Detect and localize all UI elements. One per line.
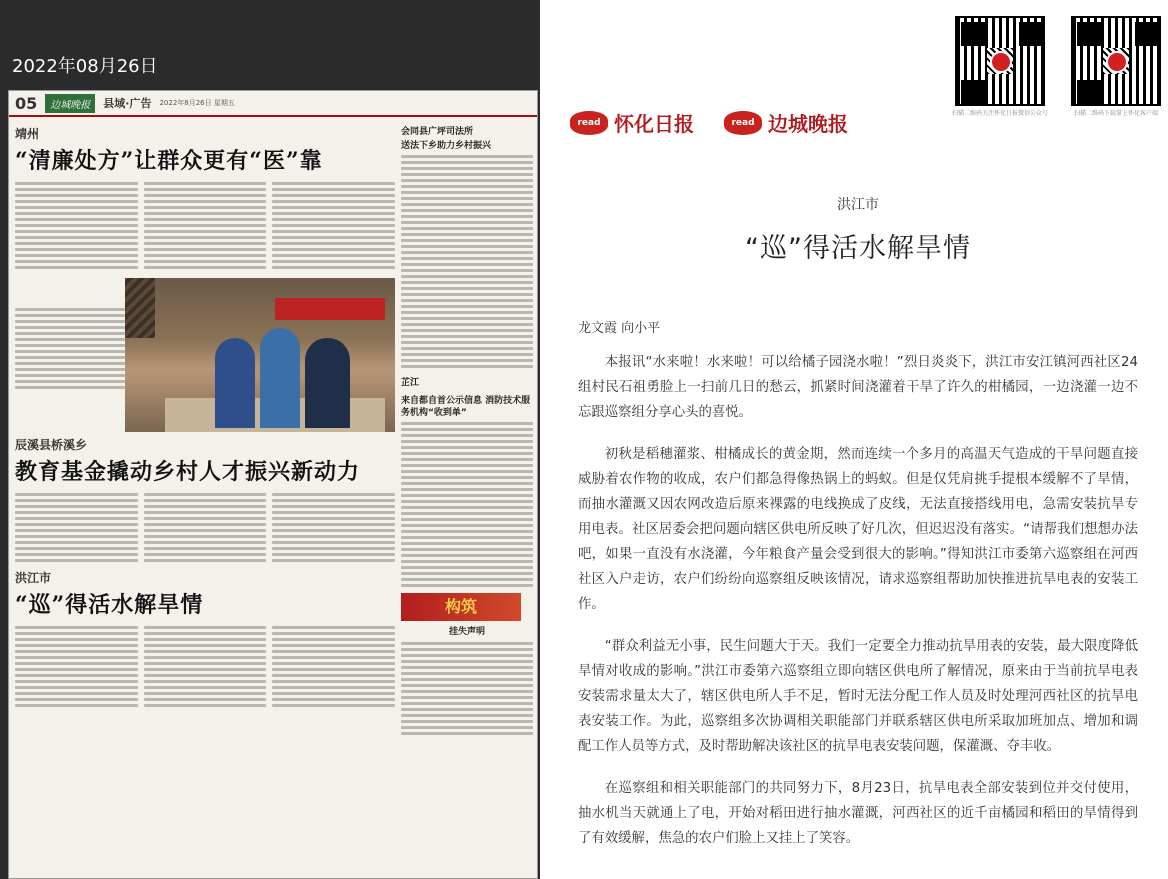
side-headline[interactable]: 送法下乡助力乡村振兴: [401, 140, 492, 151]
qr-caption: 扫描二维码下载掌上怀化客户端: [1073, 110, 1158, 117]
article-byline: 龙文霞 向小平: [578, 321, 661, 336]
story-kicker: 靖州: [15, 127, 40, 141]
read-icon: read: [724, 111, 762, 135]
biancheng-evening-name: 边城晚报: [768, 112, 848, 136]
story-headline[interactable]: “巡”得活水解旱情: [15, 592, 204, 618]
story-body: [15, 623, 395, 710]
newspaper-page[interactable]: [8, 90, 538, 879]
side-kicker: 芷江: [401, 378, 420, 389]
page-meta: 2022年8月26日 星期五: [159, 99, 235, 107]
story-photo: [15, 278, 395, 432]
side-kicker: 会同县广坪司法所: [401, 127, 474, 137]
issue-date: 2022年08月26日: [12, 56, 158, 77]
ad-banner[interactable]: 构筑: [401, 593, 521, 621]
biancheng-evening-logo[interactable]: [724, 108, 848, 137]
qr-code-icon: [955, 16, 1045, 106]
qr-code-icon: [1071, 16, 1161, 106]
qr-caption: 扫描二维码关注怀化日报微信公众号: [952, 110, 1049, 117]
article-paragraph: 初秋是稻穗灌浆、柑橘成长的黄金期，然而连续一个多月的高温天气造成的干旱问题直接威胁着农作物的收成，农户们都急得像热锅上的蚂蚁。但是仅凭肩挑手提根本缓解不了旱情，而抽水灌溉又因农网改造后原来裸露的电线换成了皮线，无法直接搭线用电，急需安装抗旱专用电表。社区居委会把问题向辖区供电所反映了好几次，但迟迟没有落实。“请帮我们想想办法吧，如果一直没有水浇灌，今年粮食产量会受到很大的影响。”得知洪江市委第六巡察组在河西社区入户走访，农户们纷纷向巡察组反映该情况，请求巡察组帮助加快推进抗旱电表的安装工作。: [578, 447, 1138, 612]
story-body: [15, 179, 395, 272]
side-headline[interactable]: 挂失声明: [448, 627, 485, 638]
main-column: [15, 121, 395, 710]
side-headline[interactable]: 来自都自首公示信息 消防技术服务机构“收到单”: [401, 396, 531, 418]
article-paragraph: 本报讯“水来啦！水来啦！可以给橘子园浇水啦！”烈日炎炎下，洪江市安江镇河西社区24组村民石祖勇脸上一扫前几日的愁云，抓紧时间浇灌着干旱了许久的柑橘园，一边浇灌一边不忘跟巡察组分享心头的喜悦。: [578, 355, 1138, 420]
huaihua-daily-name: 怀化日报: [614, 112, 694, 136]
article: [578, 190, 1138, 851]
article-paragraph: 在巡察组和相关职能部门的共同努力下，8月23日，抗旱电表全部安装到位并交付使用，抽水机当天就通上了电，开始对稻田进行抽水灌溉，河西社区的近千亩橘园和稻田的旱情得到了有效缓解，焦急的农户们脸上又挂上了笑容。: [578, 781, 1138, 846]
brand-logos: [570, 108, 848, 137]
page-header: [9, 91, 537, 117]
section-label: 县域·广告: [103, 97, 152, 110]
read-icon: read: [570, 111, 608, 135]
qr-code-app[interactable]: [1068, 16, 1164, 116]
story-headline[interactable]: “清廉处方”让群众更有“医”靠: [15, 148, 323, 174]
story-body: [15, 490, 395, 565]
side-column: [401, 121, 533, 738]
story-kicker: 洪江市: [15, 571, 52, 585]
article-kicker: 洪江市: [837, 197, 879, 213]
article-title: “巡”得活水解旱情: [745, 233, 971, 264]
qr-code-wechat[interactable]: [952, 16, 1048, 116]
story-headline[interactable]: 教育基金撬动乡村人才振兴新动力: [15, 459, 361, 485]
story-kicker: 辰溪县桥溪乡: [15, 438, 88, 452]
huaihua-daily-logo[interactable]: [570, 108, 694, 137]
article-paragraph: “群众利益无小事，民生问题大于天。我们一定要全力推动抗旱用表的安装，最大限度降低旱情对收成的影响。”洪江市委第六巡察组立即向辖区供电所了解情况，原来由于当前抗旱电表安装需求量太大了，辖区供电所人手不足，暂时无法分配工作人员及时处理河西社区的抗旱电表安装工作。为此，巡察组多次协调相关职能部门并联系辖区供电所采取加班加点、增加和调配工作人员等方式，及时帮助解决该社区的抗旱电表安装问题，保灌溉、夺丰收。: [578, 639, 1138, 754]
paper-brand: 边城晚报: [45, 94, 95, 113]
page-number: 05: [15, 93, 38, 113]
